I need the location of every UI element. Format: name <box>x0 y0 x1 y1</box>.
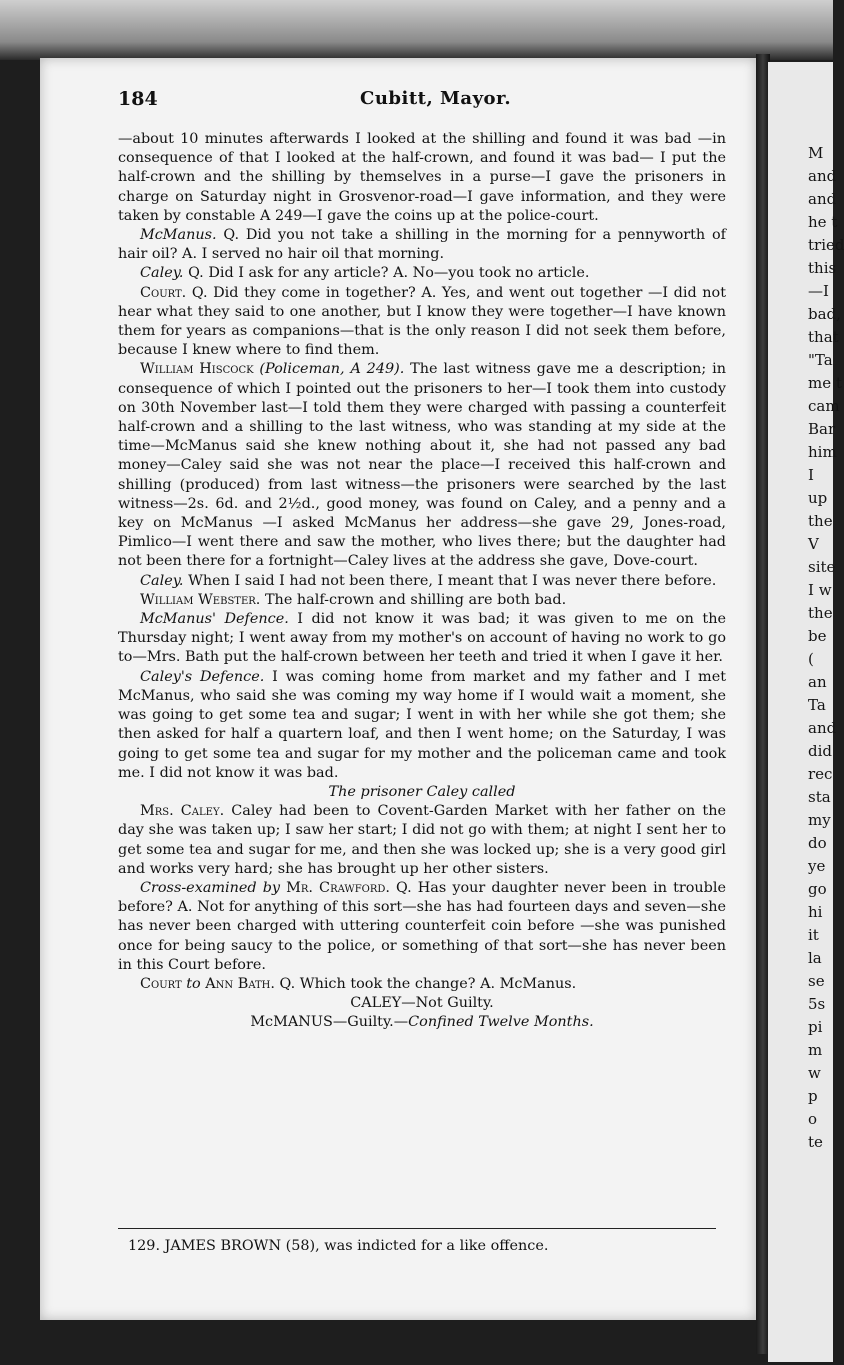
cross-exam-lead: Cross-examined by <box>140 879 281 896</box>
scan-backdrop <box>0 0 833 60</box>
testimony: Q. Has your daughter never been in trouble before? A. Not for anything of this sort—she has had fourteen days and seven—she has never been charged with uttering counterfeit coin before —she was punished once for being saucy to the police, or something of that sort—she has never been in this Court before. <box>118 879 726 973</box>
adjacent-page-fragment: and <box>808 167 837 185</box>
adjacent-page-fragment: I <box>808 466 814 484</box>
adjacent-page-fragment: him <box>808 443 837 461</box>
speaker: Court <box>140 975 182 992</box>
witness-called: The prisoner Caley called <box>328 783 516 800</box>
header-title: Cubitt, Mayor. <box>360 88 512 109</box>
paragraph <box>118 360 726 571</box>
adjacent-page-fragment: me t <box>808 374 842 392</box>
adjacent-page-fragment: se <box>808 972 825 990</box>
testimony: When I said I had not been there, I meant that I was never there before. <box>183 572 717 589</box>
adjacent-page-fragment: —I <box>808 282 829 300</box>
adjacent-page-fragment: ye <box>808 857 826 875</box>
adjacent-page-fragment: la <box>808 949 822 967</box>
adjacent-page-fragment: it <box>808 926 819 944</box>
adjacent-page-fragment: m <box>808 1041 823 1059</box>
adjacent-page-fragment: cam <box>808 397 840 415</box>
adjacent-page-fragment: the <box>808 604 833 622</box>
witness-name: Mrs. Caley. <box>140 803 225 820</box>
speaker: McManus. <box>140 227 217 244</box>
paragraph <box>118 802 726 879</box>
adjacent-page-fragment: my <box>808 811 831 829</box>
adjacent-page-fragment: te <box>808 1133 823 1151</box>
adjacent-page-fragment: sta <box>808 788 831 806</box>
testimony: I was coming home from market and my father and I met McManus, who said she was coming my way home if I would wait a moment, she was going to get some tea and sugar; I went in with her while she got them; she then asked for half a quartern loaf, and then I went home; on the Saturday, I was going to get some tea and sugar for my mother and the policeman came and took me. I did not know it was bad. <box>118 668 727 781</box>
adjacent-page-fragment: tried <box>808 236 844 254</box>
adjacent-page-fragment: site <box>808 558 836 576</box>
speaker: Court. <box>140 284 187 301</box>
connective: to <box>186 975 201 992</box>
testimony: Q. Did you not take a shilling in the morning for a pennyworth of hair oil? A. I served no hair oil that morning. <box>118 227 726 263</box>
speaker: Caley. <box>140 572 184 589</box>
adjacent-page-fragment: w <box>808 1064 821 1082</box>
paragraph <box>118 668 726 783</box>
verdict-caley: CALEY—Not Guilty. <box>350 995 494 1012</box>
testimony: Caley had been to Covent-Garden Market with her father on the day she was taken up; I saw her start; I did not go with them; at night I sent her to get some tea and sugar for me, and then she was locked up; she is a very good girl and works very hard; she has brought up her other sisters. <box>118 803 726 877</box>
witness-name: William Webster. <box>140 591 261 608</box>
adjacent-page-fragment: rec <box>808 765 833 783</box>
page-number: 184 <box>118 88 158 110</box>
witness-role: (Policeman, A 249). <box>259 361 405 378</box>
adjacent-page-fragment: I w <box>808 581 832 599</box>
next-case-heading: 129. JAMES BROWN (58), was indicted for a like offence. <box>128 1238 549 1254</box>
adjacent-page-fragment: he t <box>808 213 838 231</box>
adjacent-page-fragment: the <box>808 512 833 530</box>
witness-name: William Hiscock <box>140 361 254 378</box>
section-rule <box>118 1228 716 1229</box>
testimony: The last witness gave me a description; in consequence of which I pointed out the prisoners to her—I took them into custody on 30th November last—I told them they were charged with passing a counterfeit half-crown and a shilling to the last witness, who was standing at my side at the time—McManus said she knew nothing about it, she had not passed any bad money—Caley said she was not near the place—I received this half-crown and shilling (produced) from last witness—the prisoners were searched by the last witness—2s. 6d. and 2½d., good money, was found on Caley, and a penny and a key on McManus —I asked McManus her address—she gave 29, Jones-road, Pimlico—I went there and saw the mother, who lives there; but the daughter had not been there for a fortnight—Caley lives at the address she gave, Dove-court. <box>118 361 726 570</box>
paragraph <box>118 264 726 283</box>
adjacent-page-fragment: o <box>808 1110 818 1128</box>
paragraph <box>118 226 726 264</box>
adjacent-page-fragment: do <box>808 834 827 852</box>
adjacent-page-fragment: Bar <box>808 420 836 438</box>
adjacent-page-fragment: that <box>808 328 839 346</box>
adjacent-page <box>768 62 844 1362</box>
defence-heading: Caley's Defence. <box>140 668 265 685</box>
testimony: Q. Did I ask for any article? A. No—you took no article. <box>183 265 590 282</box>
adjacent-page-fragment: bad, <box>808 305 841 323</box>
testimony: I did not know it was bad; it was given to me on the Thursday night; I went away from my mother's on account of having no work to go to—Mrs. Bath put the half-crown between her teeth and tried it when I gave it her. <box>118 611 726 666</box>
running-head <box>80 88 730 118</box>
adjacent-page-fragment: go <box>808 880 827 898</box>
adjacent-page-fragment: an <box>808 673 827 691</box>
proceedings-text <box>118 130 726 1033</box>
speaker: Caley. <box>140 265 184 282</box>
paragraph <box>118 975 726 994</box>
counsel-name: Mr. Crawford. <box>286 879 390 896</box>
adjacent-page-fragment: and <box>808 719 837 737</box>
adjacent-page-fragment: V <box>808 535 819 553</box>
paragraph: —about 10 minutes afterwards I looked at the shilling and found it was bad —in consequence of that I looked at the half-crown, and found it was bad— I put the half-crown and the shilling by themselves in a purse—I gave the prisoners in charge on Saturday night in Grosvenor-road—I gave information, and they were taken by constable A 249—I gave the coins up at the police-court. <box>118 131 726 224</box>
adjacent-page-fragment: and <box>808 190 837 208</box>
testimony: The half-crown and shilling are both bad. <box>260 591 567 608</box>
paragraph <box>118 610 726 668</box>
testimony: Q. Which took the change? A. McManus. <box>274 975 577 992</box>
testimony: Q. Did they come in together? A. Yes, and went out together —I did not hear what they said to one another, but I know they were together—I have known them for years as companions—that is the only reason I did not seek them before, because I knew where to find them. <box>118 284 726 359</box>
adjacent-page-fragment: 5s <box>808 995 826 1013</box>
adjacent-page-fragment: hi <box>808 903 823 921</box>
paragraph <box>118 879 726 975</box>
adjacent-page-fragment: Ta <box>808 696 826 714</box>
adjacent-page-fragment: ( <box>808 650 814 668</box>
adjacent-page-fragment: be <box>808 627 827 645</box>
adjacent-page-fragment: p <box>808 1087 818 1105</box>
adjacent-page-fragment: up <box>808 489 828 507</box>
adjacent-page-fragment: this <box>808 259 837 277</box>
adjacent-page-fragment: M <box>808 144 824 162</box>
paragraph <box>118 572 726 591</box>
verdict-mcmanus: McMANUS—Guilty.—Confined Twelve Months. <box>250 1014 594 1031</box>
adjacent-page-fragment: did <box>808 742 833 760</box>
paragraph <box>118 284 726 361</box>
adjacent-page-fragment: pi <box>808 1018 823 1036</box>
paragraph <box>118 591 726 610</box>
witness-name: Ann Bath. <box>205 975 275 992</box>
adjacent-page-fragment: "Ta <box>808 351 833 369</box>
defence-heading: McManus' Defence. <box>140 611 289 628</box>
